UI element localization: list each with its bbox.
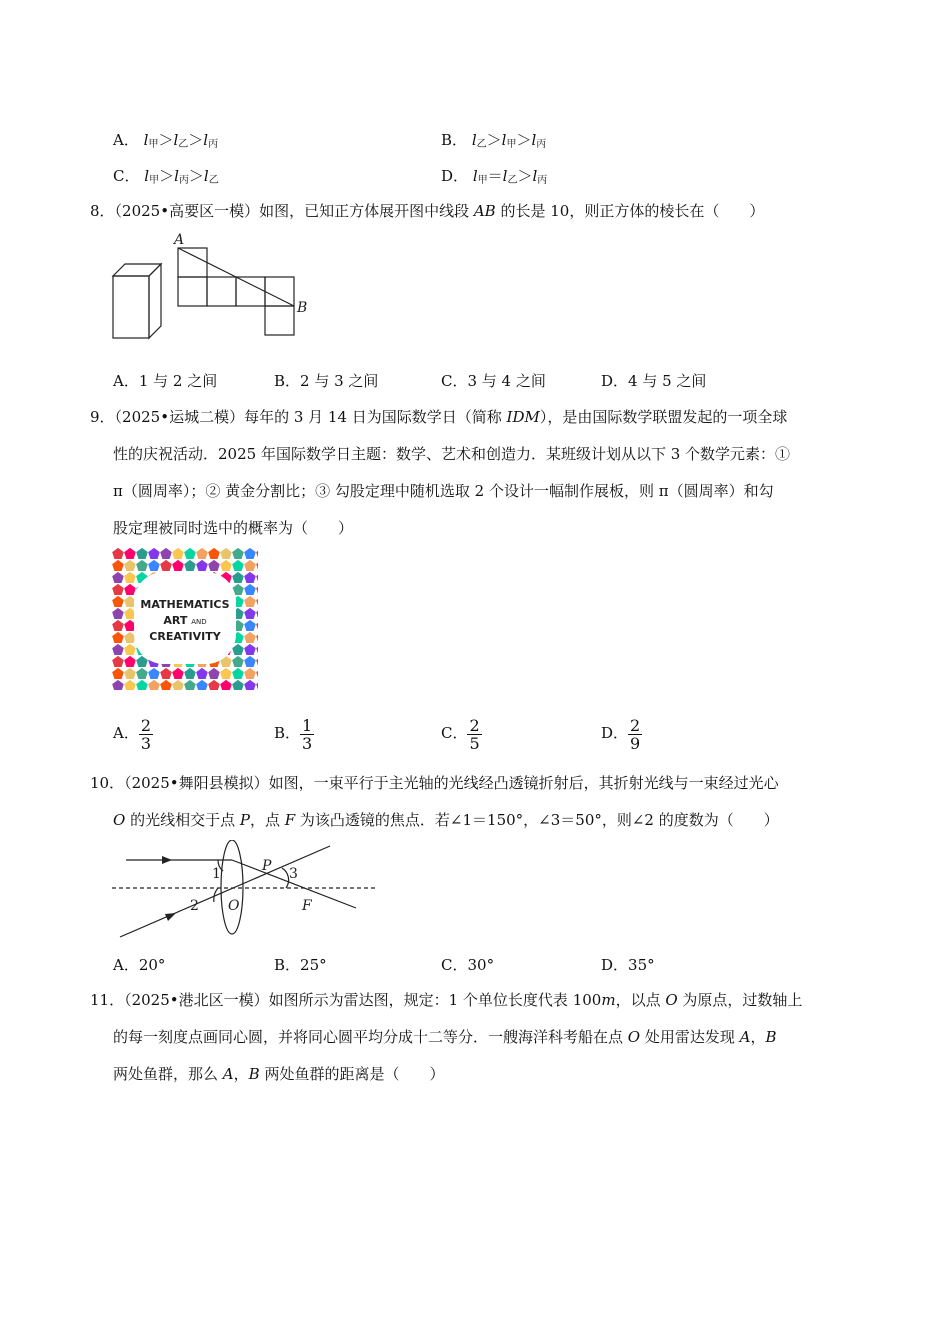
arrow-head-bottom bbox=[165, 913, 176, 921]
mosaic-tile bbox=[244, 668, 256, 680]
mosaic-tile bbox=[208, 548, 220, 559]
mosaic-tile bbox=[172, 680, 184, 691]
q11-stem-line2: 的每一刻度点画同心圆，并将同心圆平均分成十二等分．一艘海洋科考船在点 O 处用雷达发现 A，B bbox=[113, 1028, 777, 1046]
label-b: B bbox=[297, 300, 308, 316]
mosaic-tile bbox=[148, 548, 160, 559]
cube-front-face bbox=[113, 276, 149, 338]
q10-option-d: D．35° bbox=[601, 956, 655, 974]
mosaic-tile bbox=[220, 680, 232, 691]
cube-net-figure bbox=[108, 230, 318, 342]
mosaic-tile bbox=[244, 656, 256, 668]
q9-stem-line4: 股定理被同时选中的概率为（ ） bbox=[113, 519, 354, 537]
q9-stem-line3: π（圆周率）；② 黄金分割比；③ 勾股定理中随机选取 2 个设计一幅制作展板，则 π（圆周率）和勾 bbox=[113, 482, 774, 500]
mosaic-tile bbox=[184, 560, 196, 572]
label-a: A bbox=[174, 232, 185, 248]
mosaic-tile bbox=[256, 680, 258, 691]
mosaic-tile bbox=[232, 572, 244, 584]
mosaic-tile bbox=[112, 668, 124, 680]
q9-option-a: A． $\frac{2}{3}$ bbox=[113, 715, 152, 753]
q9-option-d: D． $\frac{2}{9}$ bbox=[601, 715, 641, 753]
mosaic-tile bbox=[124, 644, 136, 656]
label-1: 1 bbox=[212, 866, 221, 882]
q10-stem-line2: O 的光线相交于点 P，点 F 为该凸透镜的焦点．若∠1＝150°，∠3＝50°，则∠2 的度数为（ ） bbox=[113, 811, 779, 829]
mosaic-tile bbox=[172, 560, 184, 572]
mosaic-tile bbox=[124, 548, 136, 559]
mosaic-tile bbox=[196, 668, 208, 680]
mosaic-tile bbox=[256, 656, 258, 668]
mosaic-tile bbox=[172, 668, 184, 680]
mosaic-tile bbox=[196, 548, 208, 559]
mosaic-tile bbox=[112, 680, 124, 691]
mosaic-tile bbox=[124, 572, 136, 584]
q10-stem-line1: 10．（2025•舞阳县模拟）如图，一束平行于主光轴的光线经凸透镜折射后，其折射光线与一束经过光心 bbox=[90, 774, 779, 792]
mosaic-tile bbox=[220, 560, 232, 572]
mosaic-tile bbox=[196, 680, 208, 691]
q9-option-c: C． $\frac{2}{5}$ bbox=[441, 715, 480, 753]
mosaic-tile bbox=[244, 560, 256, 572]
q8-option-c: C．3 与 4 之间 bbox=[441, 372, 546, 390]
label-o: O bbox=[228, 898, 240, 914]
mosaic-tile bbox=[208, 668, 220, 680]
mosaic-tile bbox=[112, 548, 124, 559]
mosaic-tile bbox=[112, 584, 124, 596]
mosaic-tile bbox=[136, 548, 148, 559]
mosaic-tile bbox=[256, 548, 258, 559]
mosaic-tile bbox=[112, 644, 124, 656]
mosaic-tile bbox=[256, 572, 258, 584]
math-art-image bbox=[112, 548, 258, 690]
q9-option-b: B． $\frac{1}{3}$ bbox=[274, 715, 313, 753]
q8-option-b: B．2 与 3 之间 bbox=[274, 372, 379, 390]
q9-stem-line2: 性的庆祝活动．2025 年国际数学日主题：数学、艺术和创造力．某班级计划从以下 3 个数学元素：① bbox=[113, 445, 791, 463]
mosaic-tile bbox=[124, 680, 136, 691]
mosaic-tile bbox=[136, 560, 148, 572]
label-f: F bbox=[302, 898, 312, 914]
mosaic-tile bbox=[244, 548, 256, 559]
cube-side-face bbox=[149, 264, 161, 338]
mosaic-title-3: CREATIVITY bbox=[149, 630, 221, 643]
mosaic-tile bbox=[160, 668, 172, 680]
mosaic-tile bbox=[220, 668, 232, 680]
mosaic-tile bbox=[148, 668, 160, 680]
mosaic-tile bbox=[256, 584, 258, 596]
mosaic-tile bbox=[244, 584, 256, 596]
lens-figure bbox=[110, 840, 380, 940]
mosaic-tile bbox=[220, 548, 232, 559]
label-3: 3 bbox=[289, 866, 298, 882]
mosaic-tile bbox=[232, 548, 244, 559]
mosaic-tile bbox=[232, 560, 244, 572]
mosaic-tile bbox=[136, 668, 148, 680]
mosaic-tile bbox=[184, 668, 196, 680]
mosaic-tile bbox=[124, 560, 136, 572]
mosaic-title-1: MATHEMATICS bbox=[140, 598, 230, 611]
mosaic-tile bbox=[256, 560, 258, 572]
mosaic-tile bbox=[184, 548, 196, 559]
mosaic-tile bbox=[160, 560, 172, 572]
mosaic-tile bbox=[256, 668, 258, 680]
angle-3-arc bbox=[282, 868, 289, 888]
q7-option-d: D． $l_甲=l_乙>l_丙$ bbox=[441, 167, 548, 186]
q8-stem: 8．（2025•高要区一模）如图，已知正方体展开图中线段 AB 的长是 10，则正方体的棱长在（ ） bbox=[90, 202, 765, 220]
q11-stem-line3: 两处鱼群，那么 A，B 两处鱼群的距离是（ ） bbox=[113, 1065, 445, 1083]
mosaic-tile bbox=[208, 560, 220, 572]
mosaic-tile bbox=[196, 560, 208, 572]
q10-option-a: A．20° bbox=[113, 956, 166, 974]
cube-top-face bbox=[113, 264, 161, 276]
mosaic-tile bbox=[172, 548, 184, 559]
q7-option-a: A． $l_甲>l_乙>l_丙$ bbox=[113, 131, 219, 150]
q7-option-b: B． $l_乙>l_甲>l_丙$ bbox=[441, 131, 547, 150]
mosaic-tile bbox=[232, 668, 244, 680]
mosaic-tile bbox=[112, 572, 124, 584]
mosaic-title-2: ART AND bbox=[163, 614, 207, 627]
mosaic-tile bbox=[160, 680, 172, 691]
mosaic-tile bbox=[112, 560, 124, 572]
q10-option-c: C．30° bbox=[441, 956, 495, 974]
mosaic-tile bbox=[244, 680, 256, 691]
mosaic-tile bbox=[184, 680, 196, 691]
q8-option-d: D．4 与 5 之间 bbox=[601, 372, 707, 390]
q11-stem-line1: 11．（2025•港北区一模）如图所示为雷达图，规定：1 个单位长度代表 100m，以点 O 为原点，过数轴上 bbox=[90, 991, 803, 1009]
mosaic-tile bbox=[208, 680, 220, 691]
q10-option-b: B．25° bbox=[274, 956, 327, 974]
mosaic-tile bbox=[244, 644, 256, 656]
mosaic-tile bbox=[124, 656, 136, 668]
mosaic-tile bbox=[256, 644, 258, 656]
mosaic-tile bbox=[148, 560, 160, 572]
mosaic-tile bbox=[232, 680, 244, 691]
mosaic-tile bbox=[148, 680, 160, 691]
q8-option-a: A．1 与 2 之间 bbox=[113, 372, 218, 390]
mosaic-tile bbox=[112, 656, 124, 668]
mosaic-tile bbox=[124, 668, 136, 680]
q7-option-c: C． $l_甲>l_丙>l_乙$ bbox=[113, 167, 219, 186]
arrow-head-top bbox=[162, 856, 172, 864]
label-2: 2 bbox=[190, 898, 199, 914]
label-p: P bbox=[262, 858, 272, 874]
mosaic-tile bbox=[244, 572, 256, 584]
mosaic-tile bbox=[232, 656, 244, 668]
mosaic-tile bbox=[160, 548, 172, 559]
convex-lens bbox=[221, 840, 243, 934]
q9-stem-line1: 9．（2025•运城二模）每年的 3 月 14 日为国际数学日（简称 IDM），是由国际数学联盟发起的一项全球 bbox=[90, 408, 788, 426]
mosaic-tile bbox=[136, 680, 148, 691]
